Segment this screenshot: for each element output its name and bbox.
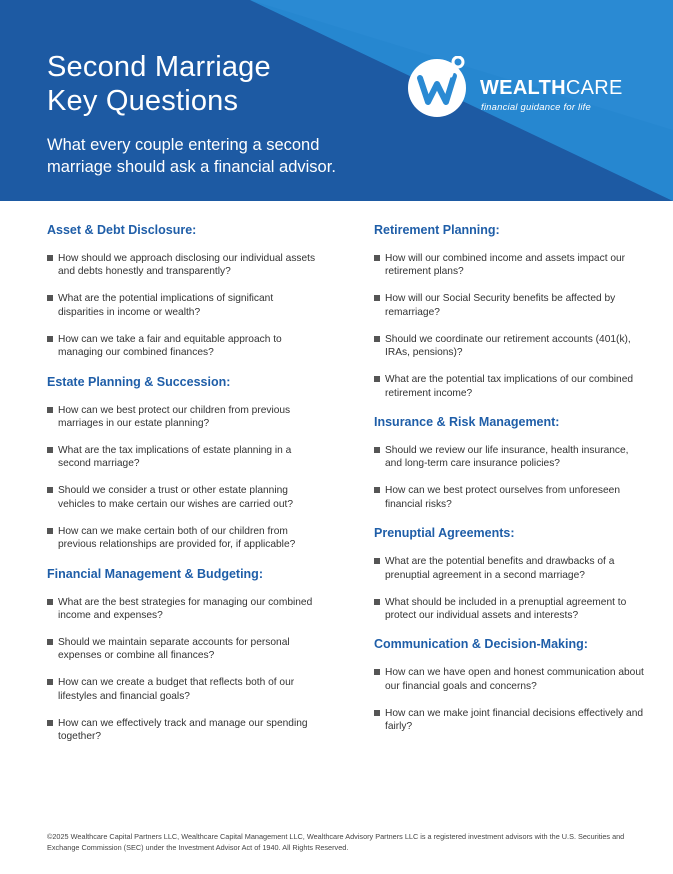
section-prenuptial-agreements <box>374 525 644 622</box>
section-title: Asset & Debt Disclosure: <box>47 223 197 237</box>
square-bullet-icon <box>47 679 53 685</box>
question-text: What are the potential tax implications of our combined retirement income? <box>385 374 634 399</box>
section-title: Estate Planning & Succession: <box>47 374 231 389</box>
question-item <box>47 676 317 703</box>
section-retirement-planning <box>374 222 644 400</box>
section-financial-management-budgeting <box>47 566 317 744</box>
page-subtitle: What every couple entering a second marriage should ask a financial advisor. <box>47 136 336 176</box>
square-bullet-icon <box>47 487 53 493</box>
brand-name-light: CARE <box>565 77 623 99</box>
question-text: How will our Social Security benefits be affected by remarriage? <box>385 293 616 318</box>
square-bullet-icon <box>47 447 53 453</box>
square-bullet-icon <box>374 558 380 564</box>
question-text: How can we make joint financial decisions effectively and fairly? <box>385 707 644 733</box>
section-asset-debt-disclosure <box>47 222 317 360</box>
question-item <box>374 666 644 693</box>
page-title <box>47 50 271 118</box>
section-title: Financial Management & Budgeting: <box>47 566 263 581</box>
brand-name-bold: WEALTH <box>480 77 566 99</box>
question-text: How can we effectively track and manage our spending together? <box>58 717 308 743</box>
question-item <box>374 252 644 279</box>
question-item <box>374 596 644 623</box>
square-bullet-icon <box>374 295 380 301</box>
title-line-1: Second Marriage <box>47 51 271 83</box>
section-estate-planning-succession <box>47 374 317 552</box>
question-text: How will our combined income and assets impact our retirement plans? <box>385 253 626 278</box>
question-item <box>47 596 317 623</box>
square-bullet-icon <box>47 528 53 534</box>
square-bullet-icon <box>47 336 53 342</box>
question-text: What should be included in a prenuptial agreement to protect our individual assets and interests? <box>385 596 627 622</box>
question-item <box>47 484 317 511</box>
question-item <box>374 292 644 319</box>
copyright-footer: ©2025 Wealthcare Capital Partners LLC, Wealthcare Capital Management LLC, Wealthcare Advisory Partners LLC is a registered investment advisors with the U.S. Securities and Exchange Commission (SEC) under the Investment Advisor Act of 1940. All Rights Reserved. <box>47 832 625 852</box>
square-bullet-icon <box>47 599 53 605</box>
question-item <box>374 555 644 582</box>
question-item <box>374 333 644 360</box>
question-text: How can we best protect ourselves from unforeseen financial risks? <box>385 485 620 510</box>
question-item <box>374 444 644 471</box>
question-text: How can we take a fair and equitable approach to managing our combined finances? <box>58 333 282 359</box>
left-column <box>47 222 317 758</box>
question-item <box>374 484 644 511</box>
section-title: Retirement Planning: <box>374 223 500 237</box>
square-bullet-icon <box>374 447 380 453</box>
question-text: How can we make certain both of our children from previous relationships are provided for, if applicable? <box>58 525 296 551</box>
brand-tagline: financial guidance for life <box>481 102 591 113</box>
question-item <box>47 292 317 319</box>
question-item <box>47 636 317 663</box>
question-item <box>47 444 317 471</box>
section-insurance-risk-management <box>374 414 644 511</box>
question-text: How should we approach disclosing our individual assets and debts honestly and transparently? <box>58 253 316 278</box>
square-bullet-icon <box>374 255 380 261</box>
section-title: Communication & Decision-Making: <box>374 637 588 652</box>
square-bullet-icon <box>374 376 380 382</box>
square-bullet-icon <box>374 336 380 342</box>
right-column <box>374 222 644 748</box>
section-communication-decision-making <box>374 636 644 733</box>
square-bullet-icon <box>47 295 53 301</box>
wealthcare-logo <box>406 44 646 124</box>
question-text: Should we consider a trust or other estate planning vehicles to make certain our wishes are carried out? <box>58 485 293 510</box>
square-bullet-icon <box>374 487 380 493</box>
square-bullet-icon <box>47 720 53 726</box>
question-text: What are the potential implications of significant disparities in income or wealth? <box>58 293 274 318</box>
question-item <box>47 404 317 431</box>
square-bullet-icon <box>47 255 53 261</box>
section-title: Insurance & Risk Management: <box>374 415 560 430</box>
question-item <box>47 525 317 552</box>
title-line-2: Key Questions <box>47 85 239 117</box>
header-banner <box>0 0 673 201</box>
square-bullet-icon <box>374 599 380 605</box>
question-text: How can we create a budget that reflects both of our lifestyles and financial goals? <box>58 677 295 702</box>
question-item <box>47 252 317 279</box>
square-bullet-icon <box>47 639 53 645</box>
question-item <box>47 717 317 744</box>
question-text: What are the best strategies for managing our combined income and expenses? <box>58 596 313 622</box>
question-text: How can we have open and honest communication about our financial goals and concerns? <box>385 667 644 692</box>
question-text: What are the tax implications of estate planning in a second marriage? <box>58 445 292 470</box>
square-bullet-icon <box>374 710 380 716</box>
wealthcare-logo-icon <box>406 56 468 118</box>
question-item <box>374 373 644 400</box>
question-item <box>374 707 644 734</box>
question-text: Should we maintain separate accounts for personal expenses or combine all finances? <box>58 637 290 662</box>
question-text: What are the potential benefits and drawbacks of a prenuptial agreement in a second marriage? <box>385 556 615 581</box>
question-text: Should we review our life insurance, health insurance, and long-term care insurance policies? <box>385 445 629 470</box>
brand-name <box>480 77 623 100</box>
square-bullet-icon <box>47 407 53 413</box>
square-bullet-icon <box>374 669 380 675</box>
question-item <box>47 333 317 360</box>
question-text: How can we best protect our children from previous marriages in our estate planning? <box>58 404 291 430</box>
section-title: Prenuptial Agreements: <box>374 526 515 541</box>
question-text: Should we coordinate our retirement accounts (401(k), IRAs, pensions)? <box>385 333 631 359</box>
